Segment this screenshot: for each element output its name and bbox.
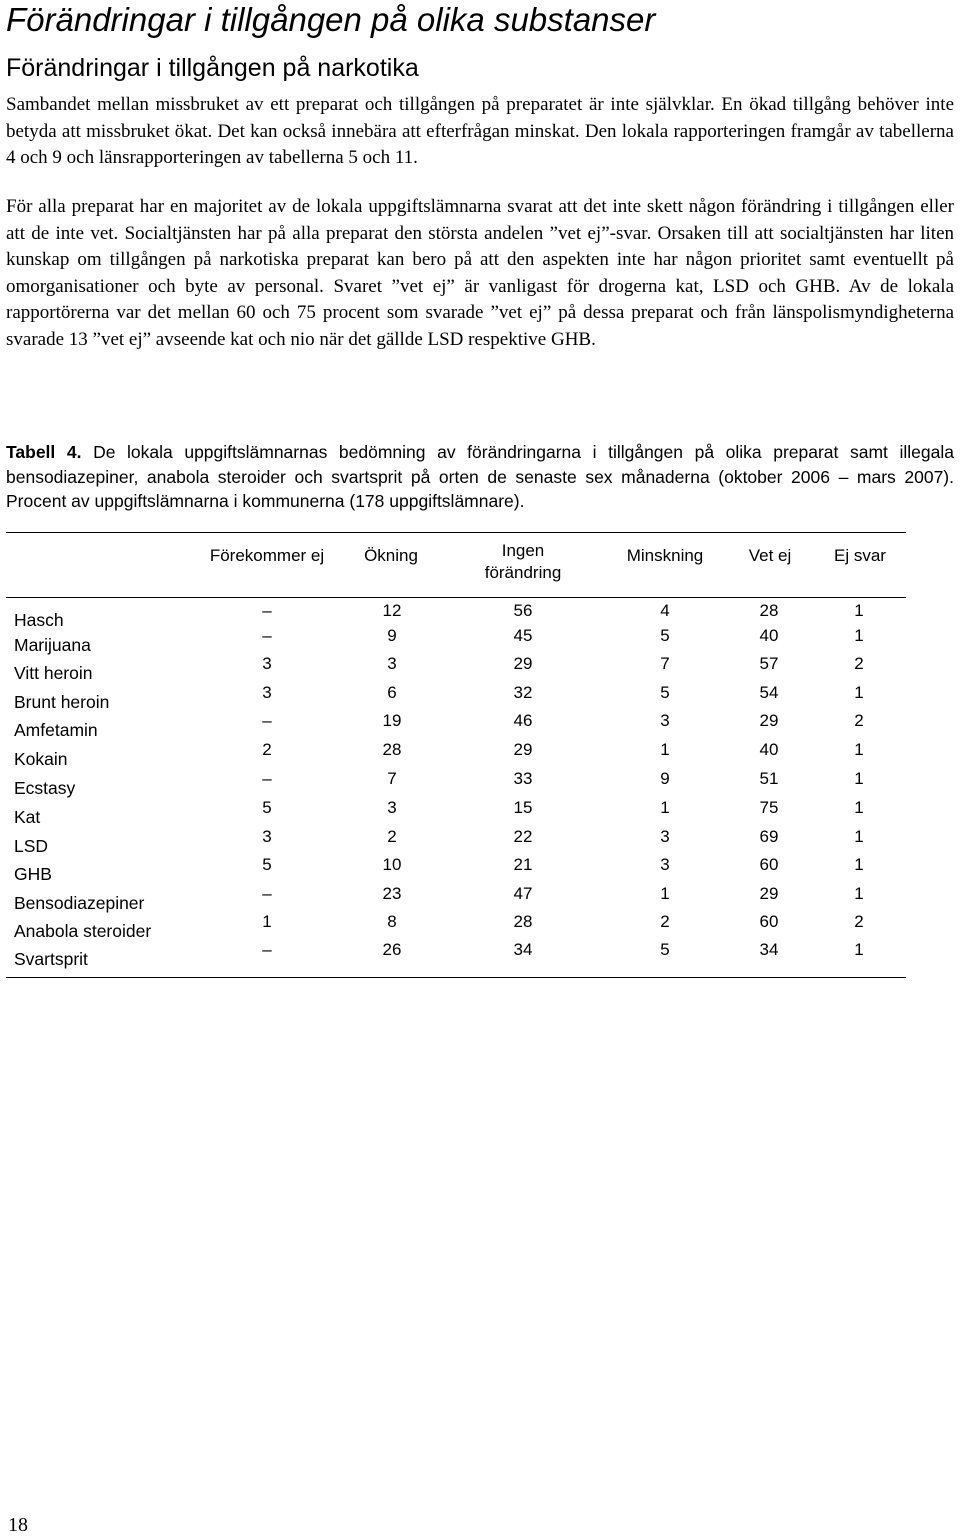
- table-cell: –: [262, 884, 272, 903]
- table-cell: 5: [262, 855, 272, 874]
- table-row-label: Amfetamin: [14, 720, 98, 740]
- col-header-ingen-forandring: Ingen förändring: [484, 541, 562, 582]
- table-cell: 29: [513, 654, 533, 673]
- paragraph-2: För alla preparat har en majoritet av de lokala uppgiftslämnarna svarat att det inte skett någon förändring i tillgången eller att de inte vet. Socialtjänsten har på alla preparat den största andelen ”vet ej”-svar. Orsaken till att socialtjänsten har liten kunskap om tillgången på narkotiska preparat kan bero på att den aspekten inte har någon prioritet samt eventuellt på omorganisationer och byte av personal. Svaret ”vet ej” är vanligast för drogerna kat, LSD och GHB. Av de lokala rapportörerna var det mellan 60 och 75 procent som svarade ”vet ej” på dessa preparat och från länspolismyndigheterna svarade 13 ”vet ej” avseende kat och nio när det gällde LSD respektive GHB.: [6, 196, 954, 350]
- table-cell: 1: [854, 683, 864, 702]
- table-cell: 15: [513, 798, 533, 817]
- table-cell: –: [262, 626, 272, 645]
- table-cell: 22: [513, 827, 533, 846]
- table-cell: –: [262, 940, 272, 959]
- table-cell: 51: [759, 769, 779, 788]
- table-cell: 40: [759, 626, 779, 645]
- table-cell: 40: [759, 740, 779, 759]
- table-cell: 47: [513, 884, 533, 903]
- table-cell: 3: [660, 827, 670, 846]
- table-cell: 1: [854, 940, 864, 959]
- col-header-okning: Ökning: [364, 546, 418, 565]
- table-cell: 33: [513, 769, 533, 788]
- table-cell: 28: [382, 740, 402, 759]
- table-cell: 2: [854, 654, 864, 673]
- table-row-label: Brunt heroin: [14, 692, 110, 712]
- table-cell: 1: [854, 884, 864, 903]
- table-cell: 29: [513, 740, 533, 759]
- page-title: Förändringar i tillgången på olika substanser: [6, 1, 656, 38]
- table-cell: 5: [660, 940, 670, 959]
- table-cell: 45: [513, 626, 533, 645]
- table-cell: 5: [660, 626, 670, 645]
- table-row-label: Vitt heroin: [14, 663, 93, 683]
- table-cell: 2: [854, 912, 864, 931]
- table-cell: 2: [262, 740, 272, 759]
- table-cell: 4: [660, 601, 670, 620]
- table-cell: 60: [759, 912, 779, 931]
- section-heading: Förändringar i tillgången på narkotika: [6, 54, 419, 82]
- table-header-rule: [6, 597, 906, 598]
- table-cell: 1: [854, 601, 864, 620]
- table-row-label: Kokain: [14, 749, 68, 769]
- table-cell: 3: [262, 827, 272, 846]
- table-cell: 75: [759, 798, 779, 817]
- table-row-label: Ecstasy: [14, 778, 76, 798]
- table-bottom-rule: [6, 977, 906, 978]
- table-row-label: Hasch: [14, 610, 64, 630]
- col-header-vet-ej: Vet ej: [748, 546, 792, 565]
- table-cell: –: [262, 711, 272, 730]
- table-cell: –: [262, 601, 272, 620]
- table-cell: 29: [759, 884, 779, 903]
- paragraph-1: Sambandet mellan missbruket av ett preparat och tillgången på preparatet är inte självklar. En ökad tillgång behöver inte betyda att missbruket ökat. Det kan också innebära att efterfrågan minskat. Den lokala rapporteringen framgår av tabellerna 4 och 9 och länsrapporteringen av tabellerna 5 och 11.: [6, 94, 954, 168]
- table-row-label: Anabola steroider: [14, 921, 152, 941]
- table-cell: 54: [759, 683, 779, 702]
- table-caption-text: De lokala uppgiftslämnarnas bedömning av förändringarna i tillgången på olika preparat samt illegala bensodiazepiner, anabola steroider och svartsprit på orten de senaste sex månaderna (oktober 2006 – mars 2007). Procent av uppgiftslämnarna i kommunerna (178 uppgiftslämnare).: [6, 442, 954, 511]
- table-cell: 3: [387, 798, 397, 817]
- table-cell: 32: [513, 683, 533, 702]
- table-cell: 60: [759, 855, 779, 874]
- table-cell: –: [262, 769, 272, 788]
- table-cell: 1: [660, 884, 670, 903]
- table-cell: 28: [513, 912, 533, 931]
- table-cell: 6: [387, 683, 397, 702]
- table-cell: 7: [387, 769, 397, 788]
- table-row-label: LSD: [14, 836, 49, 856]
- col-header-ej-svar: Ej svar: [834, 546, 886, 565]
- table-cell: 1: [660, 740, 670, 759]
- table-cell: 5: [660, 683, 670, 702]
- table-cell: 1: [854, 827, 864, 846]
- col-header-minskning: Minskning: [626, 546, 704, 565]
- table-cell: 2: [387, 827, 397, 846]
- table-cell: 46: [513, 711, 533, 730]
- table-cell: 9: [660, 769, 670, 788]
- table-cell: 12: [382, 601, 402, 620]
- table-cell: 3: [262, 683, 272, 702]
- table-cell: 28: [759, 601, 779, 620]
- table-row-label: Svartsprit: [14, 949, 88, 969]
- table-cell: 23: [382, 884, 402, 903]
- table-cell: 26: [382, 940, 402, 959]
- table-row-label: Bensodiazepiner: [14, 893, 145, 913]
- table-cell: 69: [759, 827, 779, 846]
- page-number: 18: [8, 1514, 28, 1536]
- table-cell: 2: [660, 912, 670, 931]
- table-cell: 9: [387, 626, 397, 645]
- table-cell: 29: [759, 711, 779, 730]
- table-cell: 1: [262, 912, 272, 931]
- col-header-forekommer-ej: Förekommer ej: [209, 546, 325, 565]
- table-cell: 8: [387, 912, 397, 931]
- table-caption-label: Tabell 4.: [6, 442, 82, 462]
- table-top-rule: [6, 532, 906, 533]
- table-row-label: Kat: [14, 807, 41, 827]
- table-cell: 3: [387, 654, 397, 673]
- table-cell: 1: [854, 769, 864, 788]
- table-cell: 1: [854, 855, 864, 874]
- table-cell: 21: [513, 855, 533, 874]
- table-cell: 1: [660, 798, 670, 817]
- table-cell: 34: [513, 940, 533, 959]
- table-cell: 3: [660, 855, 670, 874]
- table-cell: 57: [759, 654, 779, 673]
- table-cell: 7: [660, 654, 670, 673]
- table-cell: 3: [660, 711, 670, 730]
- table-cell: 34: [759, 940, 779, 959]
- table-cell: 5: [262, 798, 272, 817]
- table-cell: 10: [382, 855, 402, 874]
- table-row-label: GHB: [14, 864, 52, 884]
- table-cell: 1: [854, 798, 864, 817]
- table-cell: 3: [262, 654, 272, 673]
- table-cell: 1: [854, 740, 864, 759]
- table-cell: 56: [513, 601, 533, 620]
- table-row-label: Marijuana: [14, 635, 91, 655]
- table-caption: [6, 440, 954, 514]
- table-cell: 19: [382, 711, 402, 730]
- table-cell: 1: [854, 626, 864, 645]
- table-cell: 2: [854, 711, 864, 730]
